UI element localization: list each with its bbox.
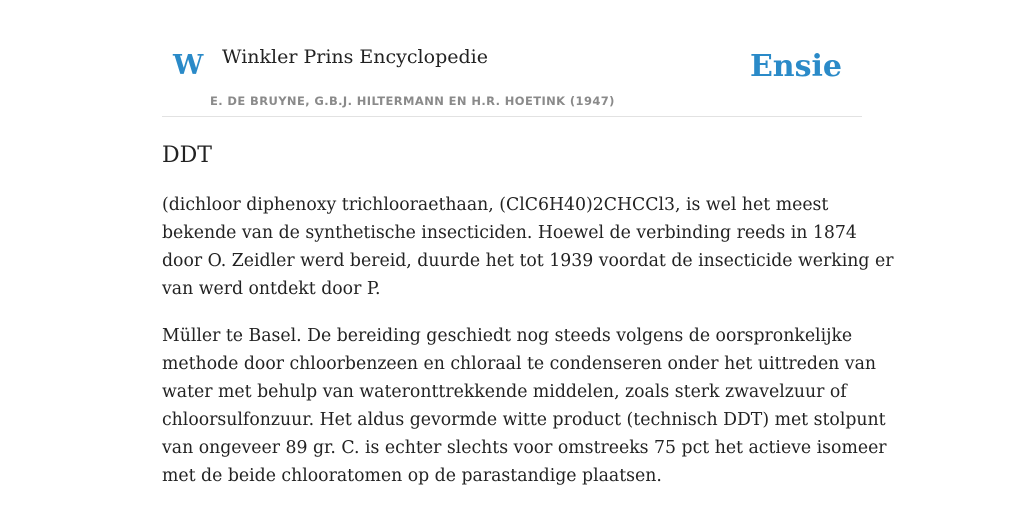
source-header — [162, 0, 862, 117]
source-title-link[interactable]: Winkler Prins Encyclopedie — [222, 46, 488, 68]
entry-paragraph-1 — [162, 191, 894, 303]
paragraph-line: met de beide chlooratomen op de parastandige plaatsen. — [162, 466, 662, 487]
entry-title: DDT — [162, 143, 212, 168]
page — [162, 0, 894, 490]
paragraph-line: van ongeveer 89 gr. C. is echter slechts voor omstreeks 75 pct het actieve isomeer — [162, 438, 887, 459]
source-logo[interactable]: W — [173, 50, 204, 81]
paragraph-line: bekende van de synthetische insecticiden. Hoewel de verbinding reeds in 1874 — [162, 223, 857, 244]
paragraph-line: Müller te Basel. De bereiding geschiedt nog steeds volgens de oorspronkelijke — [162, 326, 853, 347]
paragraph-line: methode door chloorbenzeen en chloraal te condenseren onder het uittreden van — [162, 354, 876, 375]
ensie-logo-link[interactable]: Ensie — [749, 49, 842, 84]
paragraph-line: chloorsulfonzuur. Het aldus gevormde witte product (technisch DDT) met stolpunt — [162, 410, 886, 431]
paragraph-line: water met behulp van wateronttrekkende middelen, zoals sterk zwavelzuur of — [162, 382, 847, 403]
paragraph-line: door O. Zeidler werd bereid, duurde het tot 1939 voordat de insecticide werking er — [162, 251, 894, 272]
source-authors: E. DE BRUYNE, G.B.J. HILTERMANN EN H.R. HOETINK (1947) — [210, 94, 615, 108]
paragraph-line: (dichloor diphenoxy trichlooraethaan, (ClC6H40)2CHCCl3, is wel het meest — [162, 195, 829, 216]
entry-paragraph-2 — [162, 322, 887, 490]
paragraph-line: van werd ontdekt door P. — [162, 279, 381, 300]
